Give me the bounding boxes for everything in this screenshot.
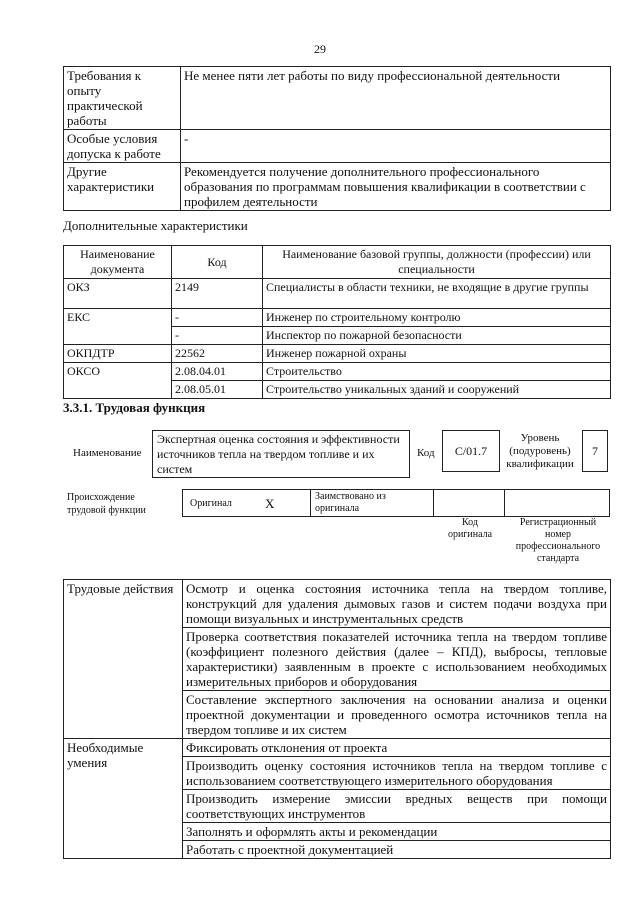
experience-label: Требования к опыту практической работы [64,67,181,130]
level-value: 7 [592,444,598,458]
actions-label: Трудовые действия [64,580,183,739]
action-item: Осмотр и оценка состояния источника тепла на твердом топливе, конструкций для удаления дымовых газов и систем подачи воздуха при помощи визуальных и инструментальных средств [183,580,611,628]
skill-item: Производить оценку состояния источников тепла на твердом топливе с использованием соответствующего измерительного оборудования [183,757,611,790]
duties-table [63,579,611,859]
row-code: 2149 [172,279,263,309]
function-name-box [152,430,410,478]
skills-label: Необходимые умения [64,739,183,859]
header-name: Наименование базовой группы, должности (профессии) или специальности [263,246,611,279]
action-item: Проверка соответствия показателей источника тепла на твердом топливе (коэффициент полезного действия (далее – КПД), выбросы, тепловые характеристики) заявленным в проекте с использованием необходимых измерительных приборов и оборудования [183,628,611,691]
row-name: Инспектор по пожарной безопасности [263,327,611,345]
function-name: Экспертная оценка состояния и эффективности источников тепла на твердом топливе и их систем [157,432,400,476]
table-row [64,381,611,399]
row-doc: ОКПДТР [64,345,172,363]
code-label: Код [417,447,435,459]
table-header-row [64,246,611,279]
table-row [64,67,611,130]
page-number: 29 [314,42,326,56]
code-original-label: Код оригинала [447,517,493,540]
row-doc: ОКСО [64,363,172,381]
row-name: Строительство уникальных зданий и сооружений [263,381,611,399]
code-value: C/01.7 [454,444,488,458]
table-row [64,163,611,211]
table-row [64,130,611,163]
row-doc [64,327,172,345]
table-row [64,739,611,757]
row-doc [64,381,172,399]
skill-item: Работать с проектной документацией [183,841,611,859]
additional-table [63,245,611,399]
reg-number-label: Регистрационный номер профессионального стандарта [515,517,601,564]
action-item: Составление экспертного заключения на основании анализа и оценки проектной документации и проведенного осмотра источников тепла на твердом топливе и их систем [183,691,611,739]
requirements-table [63,66,611,211]
row-name: Инженер пожарной охраны [263,345,611,363]
row-code: 22562 [172,345,263,363]
table-row [64,345,611,363]
skill-item: Производить измерение эмиссии вредных веществ при помощи соответствующих инструментов [183,790,611,823]
original-label: Оригинал [190,498,232,509]
table-row [64,327,611,345]
other-value: Рекомендуется получение дополнительного профессионального образования по программам повышения квалификации в соответствии с профилем деятельности [181,163,611,211]
other-label: Другие характеристики [64,163,181,211]
level-label: Уровень (подуровень) квалификации [506,432,574,470]
row-doc: ЕКС [64,309,172,327]
function-heading: 3.3.1. Трудовая функция [63,400,206,415]
original-mark: X [265,496,275,511]
table-row [64,363,611,381]
row-name: Специалисты в области техники, не входящие в другие группы [263,279,611,309]
name-label: Наименование [73,447,142,459]
borrowed-label: Заимствовано из оригинала [315,491,386,514]
row-code: 2.08.04.01 [172,363,263,381]
header-doc: Наименование документа [64,246,172,279]
table-row [64,279,611,309]
table-row [64,580,611,628]
row-code: - [172,327,263,345]
code-box [442,430,500,472]
admission-value: - [181,130,611,163]
row-name: Инженер по строительному контролю [263,309,611,327]
row-code: 2.08.05.01 [172,381,263,399]
row-code: - [172,309,263,327]
experience-value: Не менее пяти лет работы по виду профессиональной деятельности [181,67,611,130]
admission-label: Особые условия допуска к работе [64,130,181,163]
skill-item: Заполнять и оформлять акты и рекомендации [183,823,611,841]
level-box [582,430,608,472]
additional-title: Дополнительные характеристики [63,218,248,233]
header-code: Код [172,246,263,279]
row-name: Строительство [263,363,611,381]
skill-item: Фиксировать отклонения от проекта [183,739,611,757]
row-doc: ОКЗ [64,279,172,309]
origin-label: Происхождение трудовой функции [67,492,146,516]
table-row [64,309,611,327]
